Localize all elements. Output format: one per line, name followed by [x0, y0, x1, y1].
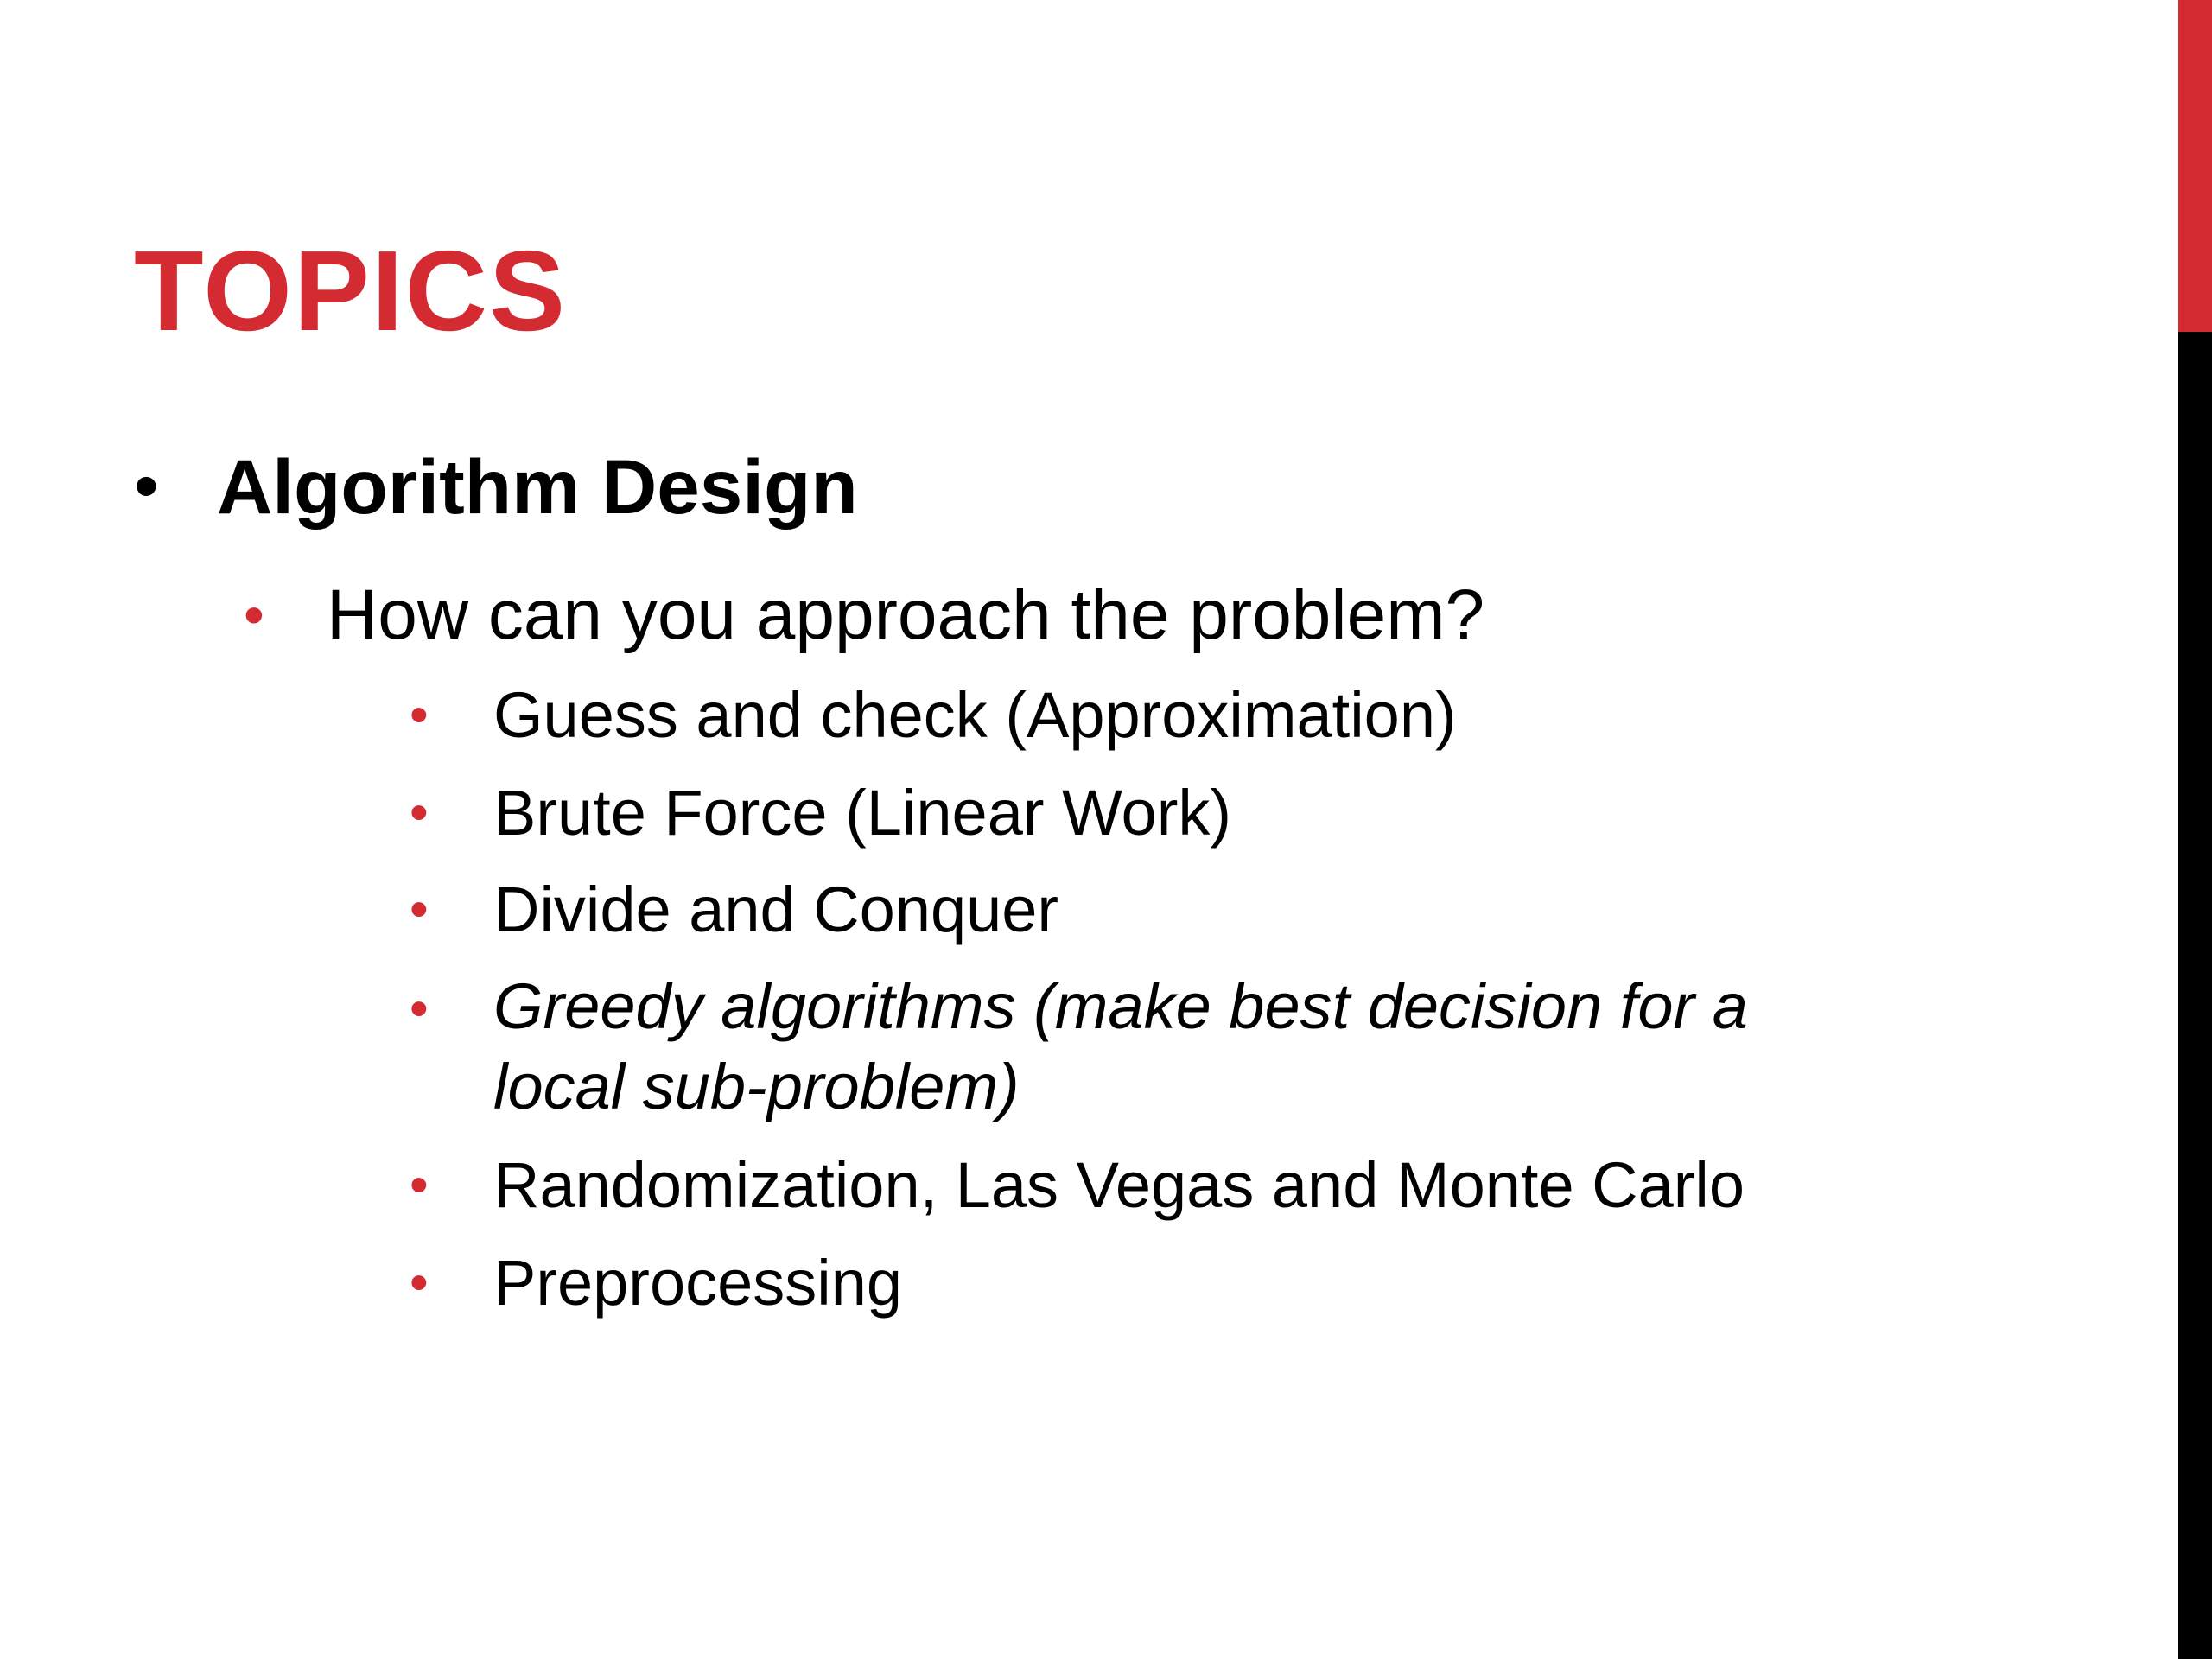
bullet-dot-icon: •: [410, 1155, 429, 1215]
bullet-dot-icon: •: [410, 880, 429, 939]
bullet-level1-algorithm-design: [134, 439, 1689, 534]
bullet-text: Algorithm Design: [217, 443, 858, 530]
bullet-text: Brute Force (Linear Work): [493, 777, 1231, 849]
bullet-dot-icon: •: [410, 979, 429, 1039]
bullet-text: Divide and Conquer: [493, 874, 1059, 945]
bullet-text: Randomization, Las Vegas and Monte Carlo: [493, 1149, 1745, 1221]
slide-title: TOPICS: [134, 227, 568, 354]
bullet-level3-preprocessing: [410, 1240, 1965, 1326]
bullet-dot-icon: •: [134, 447, 159, 525]
accent-bar-black: [2178, 332, 2212, 1659]
bullet-text: Guess and check (Approximation): [493, 679, 1457, 751]
bullet-level3-divide-and-conquer: [410, 867, 1965, 953]
bullet-level3-randomization: [410, 1142, 1965, 1229]
bullet-level2-approach: [244, 568, 1972, 663]
bullet-dot-icon: •: [410, 1253, 429, 1313]
bullet-text: Greedy algorithms (make best decision for a local sub-problem): [493, 970, 1748, 1122]
bullet-level3-brute-force: [410, 770, 1965, 856]
bullet-dot-icon: •: [244, 582, 264, 648]
bullet-text: Preprocessing: [493, 1247, 903, 1319]
bullet-dot-icon: •: [410, 685, 429, 745]
bullet-level3-greedy-algorithms: [410, 966, 1965, 1139]
bullet-level3-guess-and-check: [410, 672, 1965, 759]
bullet-dot-icon: •: [410, 783, 429, 842]
accent-bar-red: [2178, 0, 2212, 332]
bullet-text: How can you approach the problem?: [327, 575, 1485, 654]
